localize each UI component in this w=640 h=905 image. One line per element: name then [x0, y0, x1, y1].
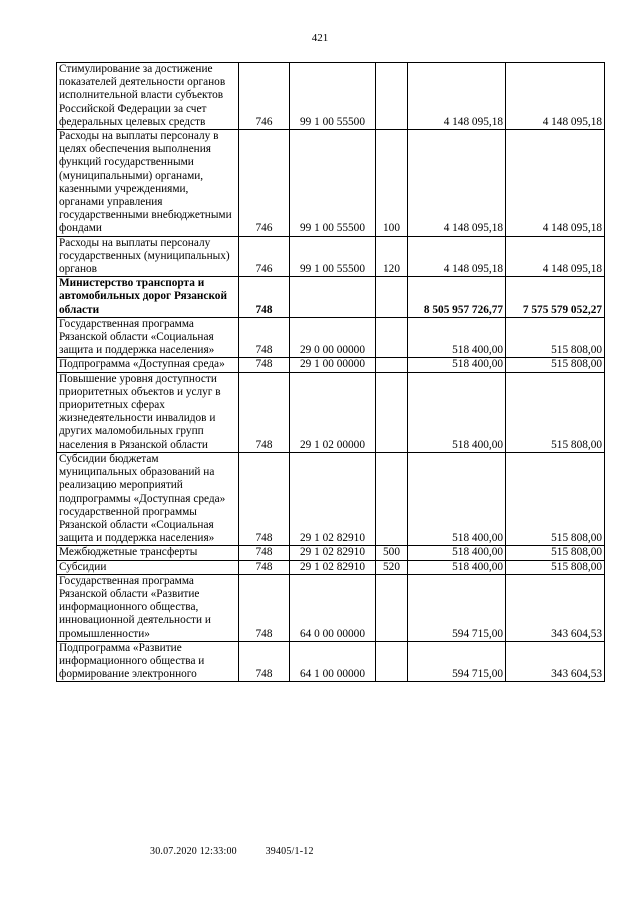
row-amount-executed-cell: 343 604,53: [506, 641, 605, 682]
row-target-article-cell: [290, 277, 376, 318]
row-name-cell: Подпрограмма «Доступная среда»: [57, 358, 239, 372]
row-expense-type-cell: [376, 372, 408, 452]
row-name-cell: Межбюджетные трансферты: [57, 546, 239, 560]
row-name-cell: Государственная программа Рязанской области «Социальная защита и поддержка населения»: [57, 317, 239, 358]
row-amount-executed-cell: 515 808,00: [506, 560, 605, 574]
row-amount-executed-cell: 515 808,00: [506, 372, 605, 452]
budget-table: [56, 62, 605, 682]
row-target-article-cell: 29 1 02 82910: [290, 452, 376, 545]
row-target-article-cell: 29 1 00 00000: [290, 358, 376, 372]
row-target-article-cell: 64 0 00 00000: [290, 574, 376, 641]
row-amount-2020-cell: 4 148 095,18: [408, 63, 506, 130]
table-row: [57, 63, 605, 130]
row-code-cell: 748: [239, 574, 290, 641]
row-amount-executed-cell: 343 604,53: [506, 574, 605, 641]
row-amount-executed-cell: 515 808,00: [506, 546, 605, 560]
row-amount-executed-cell: 7 575 579 052,27: [506, 277, 605, 318]
table-row: [57, 641, 605, 682]
row-name-cell: Повышение уровня доступности приоритетных объектов и услуг в приоритетных сферах жизнедеятельности инвалидов и других маломобильных групп населения в Рязанской области: [57, 372, 239, 452]
row-target-article-cell: 99 1 00 55500: [290, 130, 376, 237]
row-name-cell: Расходы на выплаты персоналу государственных (муниципальных) органов: [57, 236, 239, 277]
table-row: [57, 546, 605, 560]
table-row: [57, 358, 605, 372]
row-target-article-cell: 29 1 02 82910: [290, 546, 376, 560]
row-expense-type-cell: [376, 641, 408, 682]
row-code-cell: 748: [239, 546, 290, 560]
row-target-article-cell: 29 0 00 00000: [290, 317, 376, 358]
row-expense-type-cell: [376, 63, 408, 130]
row-amount-executed-cell: 515 808,00: [506, 358, 605, 372]
row-amount-2020-cell: 518 400,00: [408, 358, 506, 372]
row-code-cell: 746: [239, 236, 290, 277]
row-amount-2020-cell: 594 715,00: [408, 641, 506, 682]
row-amount-executed-cell: 4 148 095,18: [506, 130, 605, 237]
table-row: [57, 560, 605, 574]
row-target-article-cell: 64 1 00 00000: [290, 641, 376, 682]
table-row: [57, 372, 605, 452]
row-expense-type-cell: 500: [376, 546, 408, 560]
row-amount-2020-cell: 518 400,00: [408, 317, 506, 358]
document-footer: [150, 846, 314, 857]
row-name-cell: Расходы на выплаты персоналу в целях обеспечения выполнения функций государственными (муниципальными) органами, казенными учреждениями, органами управления государственными внебюджетными фондами: [57, 130, 239, 237]
row-amount-executed-cell: 515 808,00: [506, 317, 605, 358]
page-number: 421: [311, 32, 329, 44]
row-code-cell: 748: [239, 372, 290, 452]
row-expense-type-cell: 120: [376, 236, 408, 277]
budget-table-body: [57, 63, 605, 682]
row-expense-type-cell: [376, 358, 408, 372]
row-code-cell: 748: [239, 277, 290, 318]
row-code-cell: 748: [239, 560, 290, 574]
table-row: [57, 452, 605, 545]
row-target-article-cell: 99 1 00 55500: [290, 63, 376, 130]
row-amount-2020-cell: 518 400,00: [408, 452, 506, 545]
table-row: [57, 277, 605, 318]
table-row: [57, 130, 605, 237]
row-name-cell: Стимулирование за достижение показателей деятельности органов исполнительной власти субъектов Российской Федерации за счет федеральных целевых средств: [57, 63, 239, 130]
row-amount-2020-cell: 518 400,00: [408, 560, 506, 574]
row-target-article-cell: 29 1 02 00000: [290, 372, 376, 452]
row-expense-type-cell: [376, 452, 408, 545]
row-code-cell: 748: [239, 452, 290, 545]
row-code-cell: 746: [239, 130, 290, 237]
row-target-article-cell: 29 1 02 82910: [290, 560, 376, 574]
row-amount-executed-cell: 4 148 095,18: [506, 236, 605, 277]
row-amount-2020-cell: 518 400,00: [408, 546, 506, 560]
row-expense-type-cell: 100: [376, 130, 408, 237]
row-name-cell: Субсидии бюджетам муниципальных образований на реализацию мероприятий подпрограммы «Доступная среда» государственной программы Рязанской области «Социальная защита и поддержка населения»: [57, 452, 239, 545]
row-name-cell: Государственная программа Рязанской области «Развитие информационного общества, инновационной деятельности и промышленности»: [57, 574, 239, 641]
row-expense-type-cell: [376, 317, 408, 358]
row-code-cell: 748: [239, 358, 290, 372]
row-amount-2020-cell: 594 715,00: [408, 574, 506, 641]
row-code-cell: 748: [239, 317, 290, 358]
table-row: [57, 317, 605, 358]
row-name-cell: Субсидии: [57, 560, 239, 574]
footer-timestamp: 30.07.2020 12:33:00: [150, 846, 237, 857]
row-amount-2020-cell: 4 148 095,18: [408, 130, 506, 237]
row-code-cell: 746: [239, 63, 290, 130]
row-amount-2020-cell: 8 505 957 726,77: [408, 277, 506, 318]
table-row: [57, 236, 605, 277]
row-name-cell: Министерство транспорта и автомобильных дорог Рязанской области: [57, 277, 239, 318]
row-expense-type-cell: [376, 574, 408, 641]
footer-document-id: 39405/1-12: [265, 846, 314, 857]
row-amount-2020-cell: 4 148 095,18: [408, 236, 506, 277]
row-amount-2020-cell: 518 400,00: [408, 372, 506, 452]
row-target-article-cell: 99 1 00 55500: [290, 236, 376, 277]
table-row: [57, 574, 605, 641]
row-amount-executed-cell: 4 148 095,18: [506, 63, 605, 130]
row-expense-type-cell: 520: [376, 560, 408, 574]
row-expense-type-cell: [376, 277, 408, 318]
row-amount-executed-cell: 515 808,00: [506, 452, 605, 545]
row-name-cell: Подпрограмма «Развитие информационного общества и формирование электронного: [57, 641, 239, 682]
row-code-cell: 748: [239, 641, 290, 682]
